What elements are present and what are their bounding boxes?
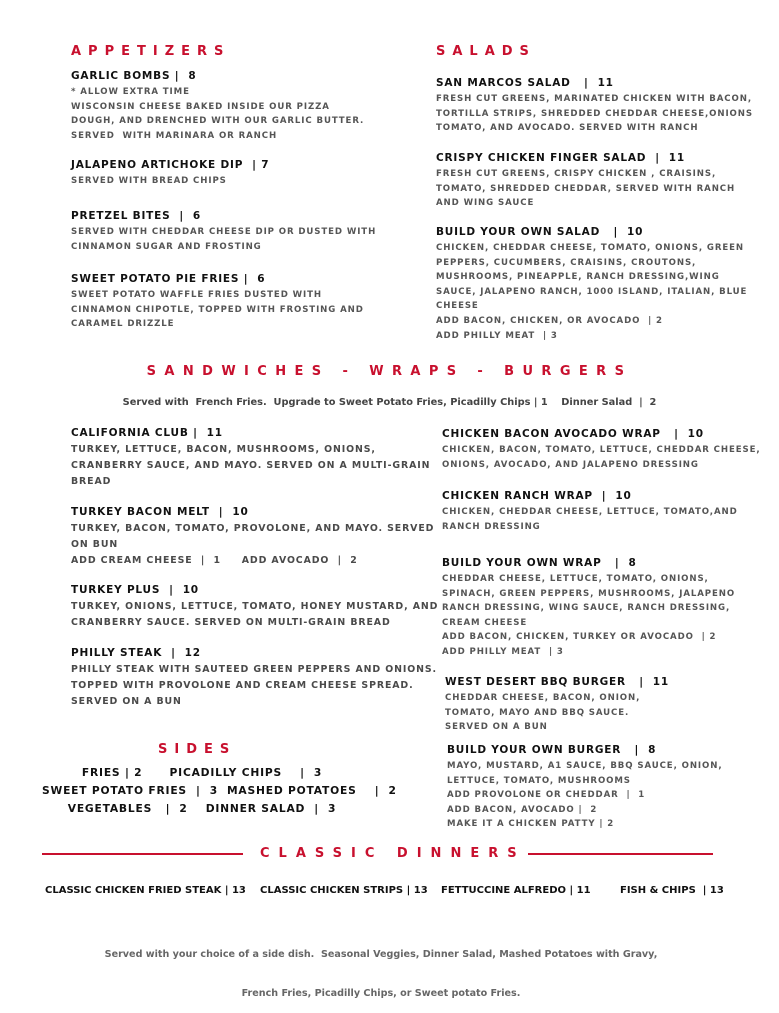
item-description-line: RANCH DRESSING [442, 521, 541, 532]
item-title: BUILD YOUR OWN SALAD | 10 [436, 226, 644, 238]
appetizer-item [71, 272, 364, 332]
item-description-line: LETTUCE, TOMATO, MUSHROOMS [447, 775, 631, 786]
item-description-line: TOMATO, MAYO AND BBQ SAUCE. [445, 707, 630, 718]
item-description-line: PHILLY STEAK WITH SAUTEED GREEN PEPPERS AND ONIONS. [71, 664, 437, 675]
appetizers-heading: APPETIZERS [71, 44, 231, 59]
sandwiches-heading: SANDWICHES - WRAPS - BURGERS [146, 364, 633, 379]
item-description-line: TORTILLA STRIPS, SHREDDED CHEDDAR CHEESE,ONIONS [436, 108, 753, 119]
dinners-note [0, 922, 762, 1013]
item-description [71, 442, 430, 491]
burger-item [447, 743, 723, 832]
item-description-line: FRESH CUT GREENS, MARINATED CHICKEN WITH BACON, [436, 94, 752, 104]
appetizer-item [71, 69, 364, 143]
item-description [447, 759, 723, 832]
item-title: SAN MARCOS SALAD | 11 [436, 77, 614, 89]
item-description [442, 572, 735, 660]
item-title: CALIFORNIA CLUB | 11 [71, 427, 223, 439]
dinner-item: FISH & CHIPS | 13 [620, 885, 724, 896]
item-description-line: SERVED WITH BREAD CHIPS [71, 176, 227, 186]
item-description-line: BREAD [71, 476, 112, 488]
item-title: TURKEY PLUS | 10 [71, 584, 199, 596]
item-description-line: CHEESE [436, 301, 479, 312]
item-description-line: CHEDDAR CHEESE, LETTUCE, TOMATO, ONIONS, [442, 574, 709, 584]
appetizer-item [71, 158, 269, 189]
item-description-line: AND WING SAUCE [436, 198, 535, 209]
item-description [436, 92, 753, 136]
item-description-line: TOMATO, SHREDDED CHEDDAR, SERVED WITH RANCH [436, 183, 736, 194]
item-description-line: TURKEY, LETTUCE, BACON, MUSHROOMS, ONIONS, [71, 444, 376, 455]
item-description-line: ADD CREAM CHEESE | 1 ADD AVOCADO | 2 [71, 555, 358, 567]
wrap-item [442, 556, 735, 660]
item-description-line: CHICKEN, CHEDDAR CHEESE, TOMATO, ONIONS, GREEN [436, 243, 745, 253]
item-title: SWEET POTATO PIE FRIES | 6 [71, 273, 266, 285]
item-description [71, 225, 376, 254]
item-description-line: ADD PHILLY MEAT | 3 [436, 330, 558, 341]
item-title: TURKEY BACON MELT | 10 [71, 506, 249, 518]
item-description [71, 599, 438, 631]
item-description-line: ADD BACON, CHICKEN, OR AVOCADO | 2 [436, 315, 663, 326]
item-description-line: SAUCE, JALAPENO RANCH, 1000 ISLAND, ITALIAN, BLUE [436, 286, 748, 297]
item-description [71, 85, 364, 143]
sides-line: VEGETABLES | 2 DINNER SALAD | 3 [67, 802, 337, 815]
item-description-line: MUSHROOMS, PINEAPPLE, RANCH DRESSING,WING [436, 272, 720, 283]
item-description [71, 288, 364, 332]
item-description [442, 443, 761, 472]
item-description-line: SERVED ON A BUN [445, 722, 548, 733]
sandwich-item [71, 505, 434, 570]
item-description [436, 241, 747, 343]
item-description [436, 167, 735, 211]
item-description-line: TURKEY, ONIONS, LETTUCE, TOMATO, HONEY MUSTARD, AND [71, 601, 439, 612]
item-description-line: DOUGH, AND DRENCHED WITH OUR GARLIC BUTTER. [71, 116, 365, 127]
burger-item [445, 675, 669, 735]
item-description-line: MAKE IT A CHICKEN PATTY | 2 [447, 819, 615, 830]
sides-heading: SIDES [158, 742, 237, 757]
item-description-line: ON BUN [71, 539, 119, 551]
item-description-line: CARAMEL DRIZZLE [71, 319, 175, 330]
item-title: PRETZEL BITES | 6 [71, 210, 202, 222]
item-description-line: SPINACH, GREEN PEPPERS, MUSHROOMS, JALAPENO [442, 588, 736, 599]
dinner-item: CLASSIC CHICKEN FRIED STEAK | 13 [45, 885, 246, 896]
item-description-line: WISCONSIN CHEESE BAKED INSIDE OUR PIZZA [71, 101, 330, 112]
item-description-line: SERVED WITH MARINARA OR RANCH [71, 130, 278, 141]
item-description-line: SERVED ON A BUN [71, 696, 182, 708]
sides-list [42, 764, 397, 818]
item-description [71, 521, 434, 570]
dinner-item: FETTUCCINE ALFREDO | 11 [441, 885, 591, 896]
divider-right [528, 853, 713, 855]
item-title: PHILLY STEAK | 12 [71, 647, 201, 659]
sandwich-item [71, 426, 430, 491]
salad-item [436, 225, 747, 343]
salad-item [436, 76, 753, 136]
item-description-line: TOPPED WITH PROVOLONE AND CREAM CHEESE SPREAD. [71, 680, 414, 692]
item-description-line: CHEDDAR CHEESE, BACON, ONION, [445, 693, 641, 703]
item-description [442, 505, 738, 534]
item-description-line: CHICKEN, BACON, TOMATO, LETTUCE, CHEDDAR CHEESE, [442, 445, 761, 455]
item-description [71, 174, 269, 189]
sandwich-item [71, 646, 437, 711]
item-description-line: FRESH CUT GREENS, CRISPY CHICKEN , CRAISINS, [436, 169, 717, 179]
item-description-line: ONIONS, AVOCADO, AND JALAPENO DRESSING [442, 459, 699, 470]
item-description [71, 662, 437, 711]
item-description-line: ADD PHILLY MEAT | 3 [442, 646, 564, 657]
sandwich-item [71, 583, 438, 631]
item-description-line: CRANBERRY SAUCE, AND MAYO. SERVED ON A MULTI-GRAIN [71, 460, 431, 472]
item-description-line: CHICKEN, CHEDDAR CHEESE, LETTUCE, TOMATO,AND [442, 507, 738, 517]
item-description-line: SWEET POTATO WAFFLE FRIES DUSTED WITH [71, 290, 322, 300]
item-description-line: CRANBERRY SAUCE. SERVED ON MULTI-GRAIN BREAD [71, 617, 391, 629]
item-title: JALAPENO ARTICHOKE DIP | 7 [71, 159, 270, 171]
item-title: CHICKEN RANCH WRAP | 10 [442, 490, 632, 502]
wrap-item [442, 427, 761, 472]
salads-heading: SALADS [436, 44, 536, 59]
item-description-line: TURKEY, BACON, TOMATO, PROVOLONE, AND MAYO. SERVED [71, 523, 435, 534]
salad-item [436, 151, 735, 211]
wrap-item [442, 489, 738, 534]
dinners-heading: CLASSIC DINNERS [260, 846, 526, 861]
dinner-item: CLASSIC CHICKEN STRIPS | 13 [260, 885, 428, 896]
item-description-line: ADD BACON, AVOCADO | 2 [447, 804, 598, 815]
dinners-note-line: French Fries, Picadilly Chips, or Sweet potato Fries. [241, 988, 521, 999]
item-description-line: SERVED WITH CHEDDAR CHEESE DIP OR DUSTED WITH [71, 227, 377, 237]
item-description [445, 691, 669, 735]
item-description-line: TOMATO, AND AVOCADO. SERVED WITH RANCH [436, 123, 699, 134]
item-description-line: CINNAMON SUGAR AND FROSTING [71, 241, 262, 252]
sandwiches-subtitle: Served with French Fries. Upgrade to Sweet Potato Fries, Picadilly Chips | 1 Dinner Salad | 2 [122, 397, 657, 408]
sides-line: SWEET POTATO FRIES | 3 MASHED POTATOES | 2 [42, 784, 397, 797]
item-description-line: ADD BACON, CHICKEN, TURKEY OR AVOCADO | 2 [442, 632, 717, 643]
item-title: BUILD YOUR OWN WRAP | 8 [442, 557, 637, 569]
item-title: BUILD YOUR OWN BURGER | 8 [447, 744, 657, 756]
item-title: GARLIC BOMBS | 8 [71, 70, 197, 82]
item-description-line: * ALLOW EXTRA TIME [71, 87, 190, 97]
item-description-line: ADD PROVOLONE OR CHEDDAR | 1 [447, 790, 646, 801]
item-description-line: PEPPERS, CUCUMBERS, CRAISINS, CROUTONS, [436, 257, 697, 268]
item-description-line: CREAM CHEESE [442, 617, 528, 628]
item-title: WEST DESERT BBQ BURGER | 11 [445, 676, 669, 688]
item-title: CRISPY CHICKEN FINGER SALAD | 11 [436, 152, 685, 164]
item-description-line: CINNAMON CHIPOTLE, TOPPED WITH FROSTING AND [71, 304, 364, 315]
sides-line: FRIES | 2 PICADILLY CHIPS | 3 [81, 766, 323, 779]
appetizer-item [71, 209, 376, 254]
dinners-note-line: Served with your choice of a side dish. Seasonal Veggies, Dinner Salad, Mashed Potatoes with Gravy, [104, 949, 658, 960]
item-title: CHICKEN BACON AVOCADO WRAP | 10 [442, 428, 704, 440]
item-description-line: RANCH DRESSING, WING SAUCE, RANCH DRESSING, [442, 603, 731, 614]
divider-left [42, 853, 243, 855]
item-description-line: MAYO, MUSTARD, A1 SAUCE, BBQ SAUCE, ONION, [447, 761, 723, 771]
